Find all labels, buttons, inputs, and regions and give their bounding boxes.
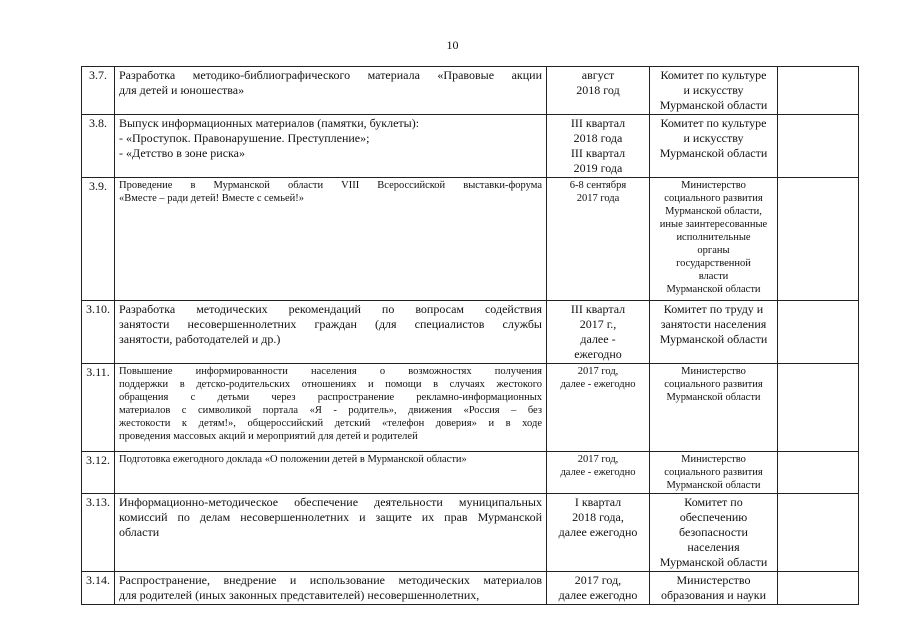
deadline-line: 2017 года <box>576 193 620 204</box>
responsible-line: Министерство <box>681 454 746 465</box>
responsible-line: Комитет по труду и <box>663 302 764 316</box>
empty-cell <box>778 67 859 115</box>
deadline-line: 2018 год <box>576 83 620 97</box>
item-responsible <box>650 364 778 452</box>
description-line: для родителей (иных законных представителей) несовершеннолетних, <box>119 588 480 602</box>
item-deadline <box>547 364 650 452</box>
responsible-line: занятости населения <box>660 317 767 331</box>
responsible-line: Мурманской области <box>659 146 768 160</box>
responsible-line: исполнительные <box>676 232 751 243</box>
deadline-line: 2017 г., <box>579 317 617 331</box>
item-description <box>115 301 547 364</box>
responsible-line: Мурманской области <box>659 98 768 112</box>
deadline-line: далее - <box>580 332 616 346</box>
responsible-line: Мурманской области <box>659 332 768 346</box>
description-line: обращения с детьми через распространение рекламно-информационных <box>119 392 542 403</box>
responsible-line: власти <box>698 271 729 282</box>
responsible-line: социального развития <box>664 379 763 390</box>
item-deadline <box>547 178 650 301</box>
deadline-line: далее - ежегодно <box>560 379 636 390</box>
responsible-line: Мурманской области <box>666 480 761 491</box>
item-description <box>115 572 547 605</box>
deadline-line: далее ежегодно <box>558 525 638 539</box>
deadline-line: 6-8 сентября <box>569 180 627 191</box>
description-line: жестокости к детям!», общероссийский детский «телефон доверия» и в ходе <box>119 418 542 429</box>
item-description <box>115 178 547 301</box>
description-line: комиссий по делам несовершеннолетних и защите их прав Мурманской <box>119 510 542 524</box>
description-line: Распространение, внедрение и использование методических материалов <box>119 573 542 587</box>
responsible-line: социального развития <box>664 193 763 204</box>
deadline-line: 2019 года <box>573 161 623 175</box>
item-responsible <box>650 572 778 605</box>
item-responsible <box>650 178 778 301</box>
deadline-line: 2018 года, <box>572 510 624 524</box>
table-row <box>82 178 859 301</box>
table-row <box>82 494 859 572</box>
item-description <box>115 364 547 452</box>
responsible-line: и искусству <box>683 83 744 97</box>
responsible-line: Министерство <box>681 180 746 191</box>
empty-cell <box>778 572 859 605</box>
deadline-line: август <box>581 68 615 82</box>
description-line: Подготовка ежегодного доклада «О положении детей в Мурманской области» <box>119 454 467 465</box>
item-description <box>115 494 547 572</box>
item-responsible <box>650 494 778 572</box>
item-number: 3.10. <box>82 301 115 364</box>
measures-table <box>81 66 859 605</box>
table-row <box>82 67 859 115</box>
responsible-line: Министерство <box>676 573 751 587</box>
description-line: «Вместе – ради детей! Вместе с семьей!» <box>119 193 305 204</box>
table-row <box>82 452 859 494</box>
responsible-line: Министерство <box>681 366 746 377</box>
item-deadline <box>547 67 650 115</box>
responsible-line: социального развития <box>664 467 763 478</box>
item-responsible <box>650 67 778 115</box>
description-line: Разработка методических рекомендаций по вопросам содействия <box>119 302 542 316</box>
responsible-line: Комитет по <box>684 495 743 509</box>
responsible-line: безопасности <box>679 525 748 539</box>
deadline-line: 2017 год, <box>574 573 622 587</box>
item-deadline <box>547 115 650 178</box>
description-line: Разработка методико-библиографического материала «Правовые акции <box>119 68 542 82</box>
item-responsible <box>650 115 778 178</box>
description-line: занятости, работодателей и др.) <box>119 332 281 346</box>
deadline-line: 2017 год, <box>577 366 619 377</box>
empty-cell <box>778 452 859 494</box>
page-number: 10 <box>446 38 459 52</box>
empty-cell <box>778 494 859 572</box>
item-number: 3.11. <box>82 364 115 452</box>
description-line: материалов с символикой портала «Я - родитель», движения «Россия – без <box>119 405 542 416</box>
item-deadline <box>547 452 650 494</box>
item-responsible <box>650 452 778 494</box>
description-line: поддержки в детско-родительских отношениях и помощи в случаях жестокого <box>119 379 542 390</box>
item-number: 3.13. <box>82 494 115 572</box>
responsible-line: Комитет по культуре <box>660 116 767 130</box>
responsible-line: государственной <box>676 258 751 269</box>
empty-cell <box>778 364 859 452</box>
table-row <box>82 572 859 605</box>
deadline-line: далее - ежегодно <box>560 467 636 478</box>
responsible-line: Мурманской области <box>659 555 768 569</box>
description-line: для детей и юношества» <box>119 83 245 97</box>
responsible-line: Комитет по культуре <box>660 68 767 82</box>
deadline-line: далее ежегодно <box>558 588 638 602</box>
item-description <box>115 115 547 178</box>
responsible-line: и искусству <box>683 131 744 145</box>
item-number: 3.7. <box>82 67 115 115</box>
responsible-line: органы <box>697 245 730 256</box>
deadline-line: III квартал <box>570 302 626 316</box>
empty-cell <box>778 178 859 301</box>
description-line: занятости несовершеннолетних граждан (для специалистов службы <box>119 317 542 331</box>
item-number: 3.9. <box>82 178 115 301</box>
responsible-line: населения <box>687 540 740 554</box>
item-number: 3.12. <box>82 452 115 494</box>
item-deadline <box>547 301 650 364</box>
empty-cell <box>778 115 859 178</box>
description-line: области <box>119 525 160 539</box>
deadline-line: III квартал <box>570 146 626 160</box>
description-line: - «Проступок. Правонарушение. Преступление»; <box>119 131 370 145</box>
description-line: Проведение в Мурманской области VIII Всероссийской выставки-форума <box>119 180 542 191</box>
item-number: 3.8. <box>82 115 115 178</box>
description-line: Выпуск информационных материалов (памятки, буклеты): <box>119 116 420 130</box>
description-line: Повышение информированности населения о возможностях получения <box>119 366 542 377</box>
deadline-line: ежегодно <box>574 347 622 361</box>
table-row <box>82 301 859 364</box>
responsible-line: Мурманской области <box>666 392 761 403</box>
responsible-line: образования и науки <box>660 588 767 602</box>
responsible-line: иные заинтересованные <box>659 219 768 230</box>
responsible-line: Мурманской области, <box>665 206 762 217</box>
responsible-line: обеспечению <box>679 510 748 524</box>
deadline-line: I квартал <box>574 495 622 509</box>
responsible-line: Мурманской области <box>666 284 761 295</box>
description-line: Информационно-методическое обеспечение деятельности муниципальных <box>119 495 542 509</box>
item-number: 3.14. <box>82 572 115 605</box>
item-responsible <box>650 301 778 364</box>
deadline-line: 2018 года <box>573 131 623 145</box>
table-row <box>82 115 859 178</box>
description-line: - «Детство в зоне риска» <box>119 146 246 160</box>
description-line: проведения массовых акций и мероприятий для детей и родителей <box>119 431 418 442</box>
item-deadline <box>547 494 650 572</box>
item-description <box>115 67 547 115</box>
table-row <box>82 364 859 452</box>
item-description <box>115 452 547 494</box>
item-deadline <box>547 572 650 605</box>
deadline-line: 2017 год, <box>577 454 619 465</box>
deadline-line: III квартал <box>570 116 626 130</box>
empty-cell <box>778 301 859 364</box>
